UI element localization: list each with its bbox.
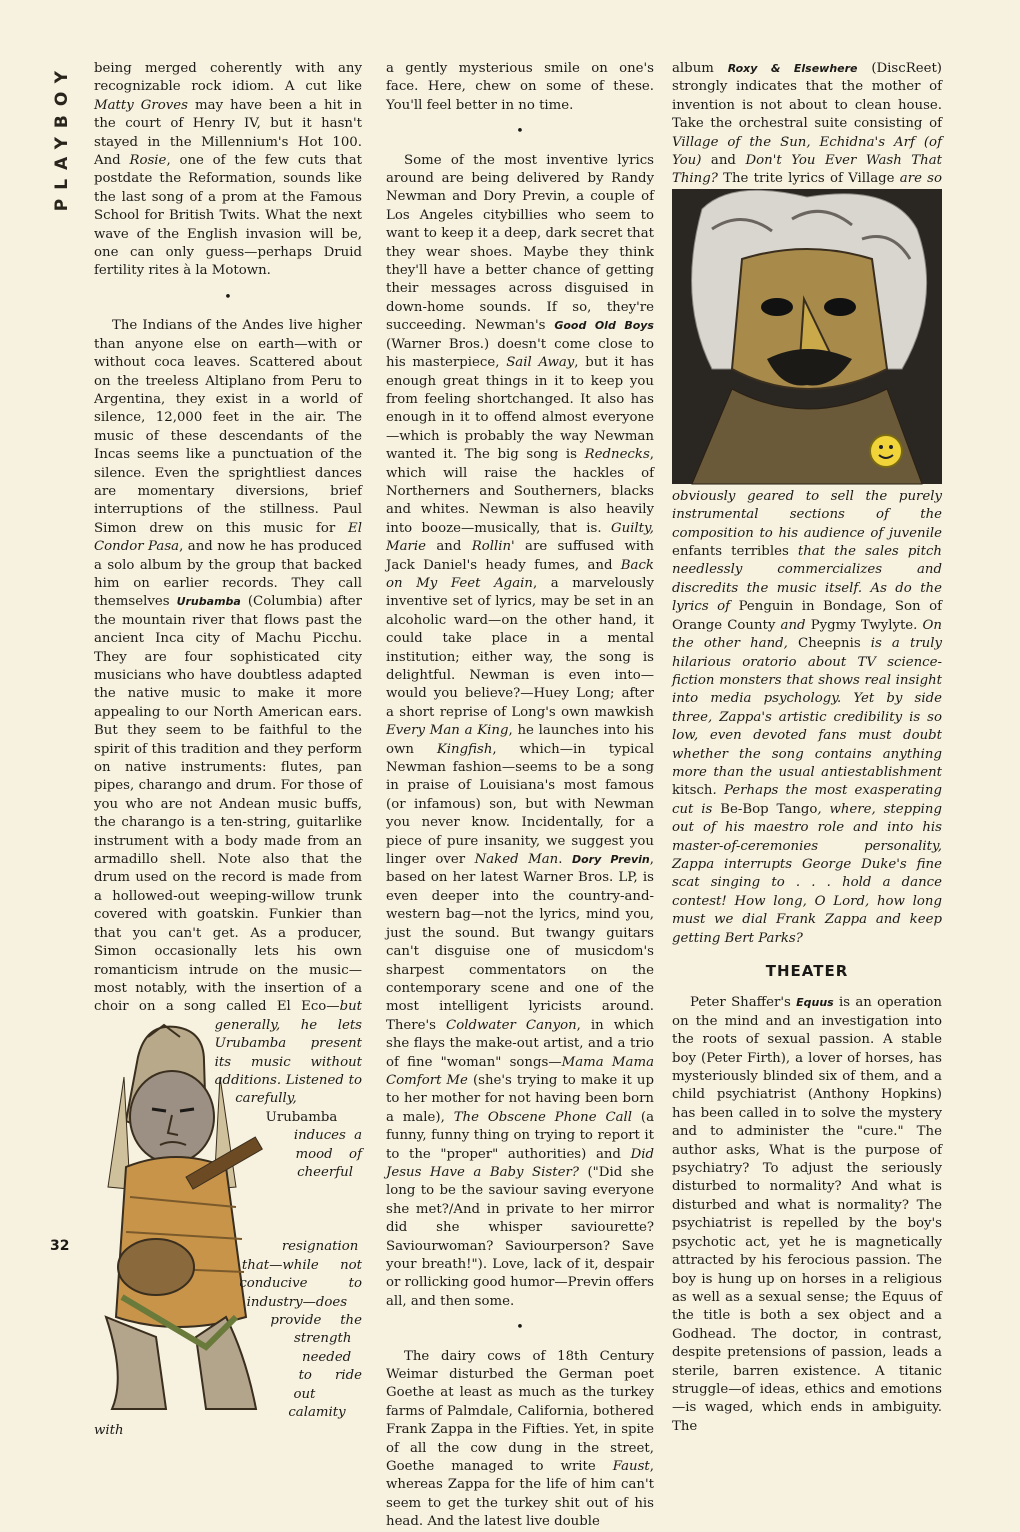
- column-1: [94, 60, 363, 1439]
- column-3: [672, 60, 943, 1434]
- section-bullet: •: [516, 124, 524, 140]
- paragraph: Peter Shaffer's Equus is an operation on the mind and an investigation into the roots of sexual passion. A stable boy (Peter Firth), a lover of horses, has mysteriously blinded six of them, and a child psychiatrist (Anthony Hopkins) has been called in to solve the mystery and to administer the "cure." The author asks, What is the purpose of psychiatry? To adjust the seriously disturbed to normality? And what is disturbed and what is normality? The psychiatrist is repelled by the boy's psychotic act, yet he is magnetically attracted by his ferocious passion. The boy is hung up on horses in a religious as well as a sexual sense; the Equus of the title is both a sex object and a Godhead. The doctor, in contrast, despite pretensions of passion, leads a sterile, barren existence. A titanic struggle—of ideas, ethics and emotions—is waged, which ends in ambiguity. The: [672, 995, 942, 1434]
- page-number: 32: [50, 1238, 70, 1254]
- paragraph: being merged coherently with any recognizable rock idiom. A cut like Matty Groves may have been a hit in the court of Henry IV, but it hasn't stayed in the Millennium's Hot 100. And Rosie, one of the few cuts that postdate the Reformation, sounds like the last song of a prom at the Famous School for British Twits. What the next wave of the English invasion will be, one can only guess—perhaps Druid fertility rites à la Motown.: [94, 61, 363, 279]
- paragraph: a gently mysterious smile on one's face. Here, chew on some of these. You'll feel better in no time.: [386, 61, 654, 113]
- frank-zappa-caricature-illustration: [672, 189, 942, 484]
- paragraph: album Roxy & Elsewhere (DiscReet) strongly indicates that the mother of invention is not about to clean house. Take the orchestral suite consisting of Village of the Sun, Echidna's Arf (of You) and Don't You Ever Wash That Thing? The trite lyrics of Village are so obviously geared to sell the purely instrumental sections of the composition to his audience of juvenile enfants terribles that the sales pitch needlessly commercializes and discredits the music itself. As do the lyrics of Penguin in Bondage, Son of Orange County and Pygmy Twylyte. On the other hand, Cheepnis is a truly hilarious oratorio about TV science-fiction monsters that shows real insight into media psychology. Yet by side three, Zappa's artistic credibility is so low, even devoted fans must doubt whether the song contains anything more than the usual antiestablishment kitsch. Perhaps the most exasperating cut is Be-Bop Tango, where, stepping out of his maestro role and into his master-of-ceremonies personality, Zappa interrupts George Duke's fine scat singing to . . . hold a dance contest! How long, O Lord, how long must we dial Frank Zappa and keep getting Bert Parks?: [672, 61, 943, 946]
- paragraph: The dairy cows of 18th Century Weimar disturbed the German poet Goethe at least as much as the turkey farms of Palmdale, California, bothered Frank Zappa in the Fifties. Yet, in spite of all the cow dung in the street, Goethe managed to write Faust, whereas Zappa for the life of him can't seem to get the turkey shit out of his head. And the latest live double: [386, 1348, 654, 1530]
- paragraph: Some of the most inventive lyrics around are being delivered by Randy Newman and Dory Previn, a couple of Los Angeles citybillies who seem to want to keep it a deep, dark secret that they wear shoes. Maybe they think they'll have a better chance of getting their messages across disguised in down-home sounds. If so, they're succeeding. Newman's Good Old Boys (Warner Bros.) doesn't come close to his masterpiece, Sail Away, but it has enough great things in it to keep you from feeling shortchanged. It also has enough in it to offend almost everyone—which is probably the way Newman wanted it. The big song is Rednecks, which will raise the hackles of Northerners and Southerners, blacks and whites. Newman is also heavily into booze—musically, that is. Guilty, Marie and Rollin' are suffused with Jack Daniel's heady fumes, and Back on My Feet Again, a marvelously inventive set of lyrics, may be set in an alcoholic ward—on the other hand, it could take place in a mental institution; either way, the song is delightful. Newman is even into—would you believe?—Huey Long; after a short reprise of Long's own mawkish Every Man a King, he launches into his own Kingfish, which—in typical Newman fashion—seems to be a song in praise of Louisiana's most famous (or infamous) son, but with Newman you never know. Incidentally, for a piece of pure insanity, we suggest you linger over Naked Man. Dory Previn, based on her latest Warner Bros. LP, is even deeper into the country-and-western bag—not the lyrics, mind you, just the sound. But twangy guitars can't disguise one of musicdom's sharpest commentators on the contemporary scene and one of the most intelligent lyricists around. There's Coldwater Canyon, in which she flays the make-out artist, and a trio of fine "woman" songs—Mama Mama Comfort Me (she's trying to make it up to her mother for not having been born a male), The Obscene Phone Call (a funny, funny thing on trying to report it to the "proper" authorities) and Did Jesus Have a Baby Sister? ("Did she long to be the saviour saving everyone she met?/And in private to her mirror did she whisper saviourette? Saviourwoman? Saviourperson? Save your breath!"). Love, lack of it, despair or rollicking good humor—Previn offers all, and then some.: [386, 152, 655, 1309]
- section-bullet: •: [224, 289, 232, 305]
- section-bullet: •: [516, 1320, 524, 1336]
- column-2: [386, 60, 655, 1530]
- masthead: PLAYBOY: [52, 62, 72, 212]
- paragraph: The Indians of the Andes live higher than anyone else on earth—with or without coca leaves. Scattered about on the treeless Altiplano from Peru to Argentina, they exist in a world of silence, 12,000 feet in the air. The music of these descendants of the Incas seems like a punctuation of the silence. Even the sprightliest dances are momentary diversions, brief interruptions of the stillness. Paul Simon drew on this music for El Condor Pasa, and now he has produced a solo album by the group that backed him on earlier records. They call themselves Urubamba (Columbia) after the mountain river that flows past the ancient Inca city of Machu Picchu. They are four sophisticated city musicians who have doubtless adapted the native music to make it more appealing to our North American ears. But they seem to be faithful to the spirit of this tradition and they perform on native instruments: flutes, pan pipes, charango and drum. For those of you who are not Andean music buffs, the charango is a ten-string, guitarlike instrument with a body made from an armadillo shell. Note also that the drum used on the record is made from a hollowed-out weeping-willow trunk covered with goatskin. Funkier than that you can't get. As a producer, Simon occasionally lets his own romanticism intrude on the music—most notably, with the insertion of a choir on a song called El Eco—but generally, he lets Urubamba present its music without additions. Listened to carefully, Urubamba induces a mood of cheerful resignation that—while not conducive to industry—does provide the strength needed to ride out calamity with: [94, 317, 362, 1441]
- section-heading-theater: THEATER: [765, 962, 849, 980]
